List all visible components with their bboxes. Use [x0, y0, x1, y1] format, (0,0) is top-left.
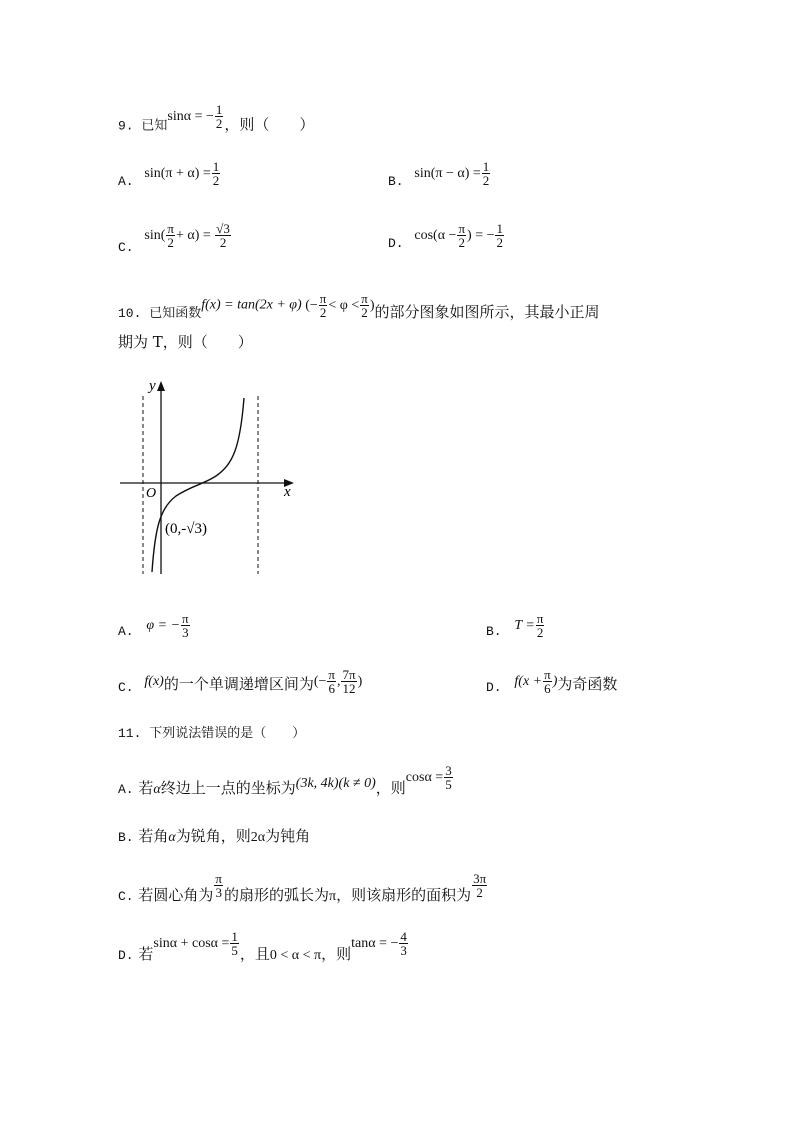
q9-stem — [118, 102, 315, 140]
q10-stem-tail: 的部分图象如图所示，其最小正周 — [374, 302, 600, 321]
q9-option-b[interactable]: B. sin(π − α) = $\frac{1}{2}$ — [388, 159, 490, 189]
q11-option-c[interactable]: C. 若圆心角为 $\frac{\pi}{3}$ 的扇形的弧长为π，则该扇形的面积为 $\frac{3\pi}{2}$ — [118, 871, 487, 904]
y-axis-label: y — [149, 378, 156, 394]
q9-option-d[interactable]: D. cos(α − $\frac{\pi}{2}$ ) = − $\frac{1}{2}$ — [388, 221, 503, 251]
q10-phi-range: (− $\frac{\pi}{2}$ < φ < $\frac{\pi}{2}$ ) — [305, 291, 375, 320]
q10-option-b-expr: T = $\frac{\pi}{2}$ — [514, 611, 544, 640]
q9-stem-tail: ，则（ ） — [224, 115, 315, 134]
q9-option-a-expr: sin(π + α) = $\frac{1}{2}$ — [144, 159, 220, 188]
q10-option-c-interval: (− $\frac{\pi}{6}$ , $\frac{7\pi}{12}$ ) — [313, 667, 363, 696]
q10-option-d-expr: f(x + $\frac{\pi}{6}$ ) — [514, 667, 558, 696]
origin-label: O — [146, 486, 157, 501]
q10-option-d[interactable]: D. f(x + $\frac{\pi}{6}$ )为奇函数 — [486, 667, 618, 696]
q11-option-a[interactable]: A. 若α终边上一点的坐标为(3k, 4k)(k ≠ 0)，则cosα = $\frac{3}{5}$ — [118, 763, 452, 797]
q10-option-a-expr: φ = − $\frac{\pi}{3}$ — [146, 611, 189, 640]
q10-option-a[interactable]: A. φ = − $\frac{\pi}{3}$ — [118, 611, 189, 640]
q9-option-c[interactable]: C. sin( $\frac{\pi}{2}$ + α) = $\frac{√3}{2}$ — [118, 221, 230, 255]
q10-function: f(x) = tan(2x + φ) — [201, 297, 302, 313]
q9-condition: sinα = − $\frac{1}{2}$ — [167, 102, 223, 131]
q9-option-a[interactable]: A. sin(π + α) = $\frac{1}{2}$ — [118, 159, 220, 189]
point-label: (0,-√3) — [165, 521, 207, 537]
q11-option-b[interactable]: B. 若角α为锐角，则2α为钝角 — [118, 827, 311, 845]
q9-number: 9. 已知 — [118, 118, 168, 134]
q10-tangent-graph — [116, 378, 306, 578]
y-axis-arrow — [157, 381, 165, 391]
q9-option-d-expr: cos(α − $\frac{\pi}{2}$ ) = − $\frac{1}{2}$ — [414, 221, 503, 250]
q10-stem-line2: 期为 T，则（ ） — [118, 333, 253, 351]
q10-option-c[interactable]: C. f(x)的一个单调递增区间为(− $\frac{\pi}{6}$ , $\frac{7\pi}{12}$ ) — [118, 667, 363, 696]
q10-stem — [118, 292, 600, 319]
tangent-curve — [152, 398, 244, 572]
q10-number: 10. 已知函数 — [118, 305, 202, 321]
x-axis-label: x — [284, 484, 291, 500]
q11-stem: 11. 下列说法错误的是（ ） — [118, 726, 306, 741]
q9-option-c-expr: sin( $\frac{\pi}{2}$ + α) = $\frac{√3}{2}$ — [144, 221, 230, 250]
q10-option-b[interactable]: B. T = $\frac{\pi}{2}$ — [486, 611, 544, 640]
q11-option-d[interactable]: D. 若sinα + cosα = $\frac{1}{5}$ ，且0 < α < π，则tanα = − $\frac{4}{3}$ — [118, 929, 407, 963]
q9-option-b-expr: sin(π − α) = $\frac{1}{2}$ — [414, 159, 490, 188]
